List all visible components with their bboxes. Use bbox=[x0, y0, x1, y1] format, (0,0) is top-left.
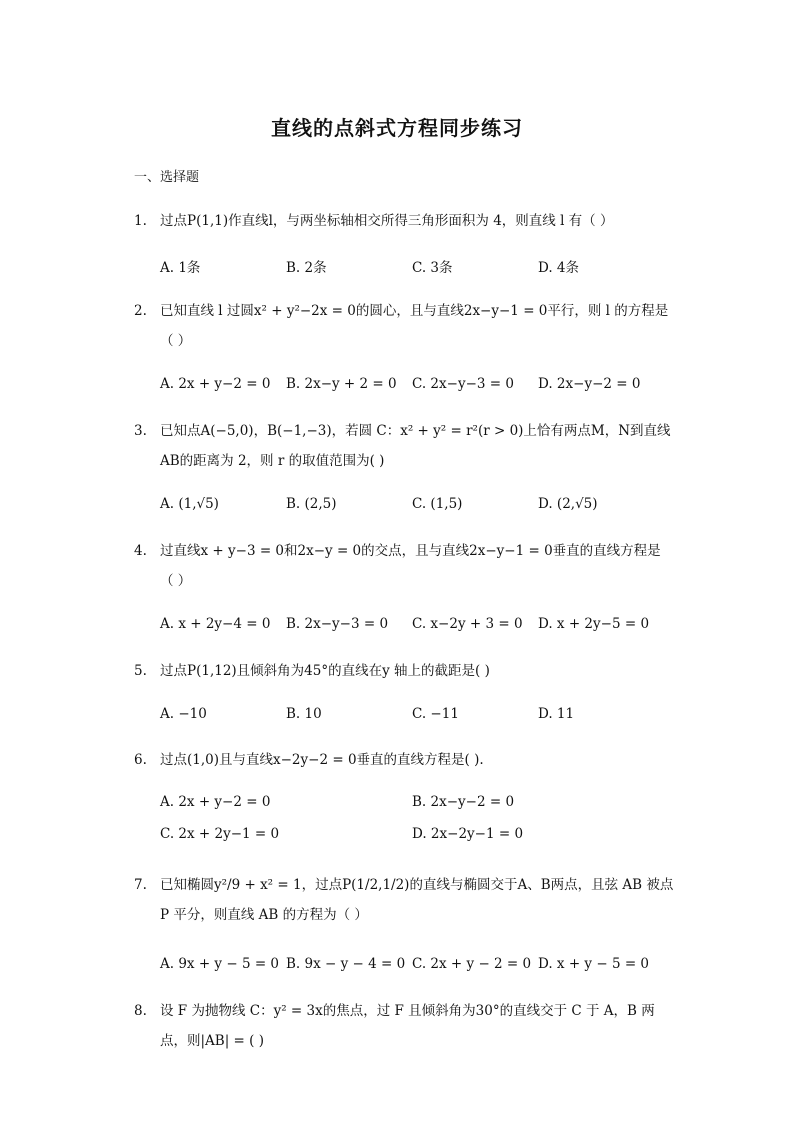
option-c: C. 3条 bbox=[412, 260, 453, 276]
question-4 bbox=[134, 536, 674, 596]
option-a: A. (1,√5) bbox=[160, 496, 219, 512]
option-d: D. 2x−2y−1 = 0 bbox=[412, 826, 524, 842]
question-number: 3. bbox=[134, 423, 147, 439]
question-stem: 过点(1,0)且与直线x−2y−2 = 0垂直的直线方程是( ). bbox=[160, 752, 484, 768]
question-2 bbox=[134, 296, 674, 356]
option-b: B. 2x−y−3 = 0 bbox=[286, 616, 389, 632]
option-c: C. −11 bbox=[412, 706, 459, 722]
question-number: 1. bbox=[134, 213, 147, 229]
question-stem: 过直线x + y−3 = 0和2x−y = 0的交点，且与直线2x−y−1 = 0垂直的直线方程是（ ） bbox=[160, 543, 661, 589]
question-number: 8. bbox=[134, 1003, 147, 1019]
document-title: 直线的点斜式方程同步练习 bbox=[271, 116, 523, 140]
question-1 bbox=[134, 206, 674, 236]
question-number: 4. bbox=[134, 543, 147, 559]
question-6 bbox=[134, 745, 674, 775]
option-b: B. 9x − y − 4 = 0 bbox=[286, 956, 406, 972]
options-3 bbox=[160, 496, 680, 518]
option-d: D. 11 bbox=[538, 706, 575, 722]
option-c: C. 2x + 2y−1 = 0 bbox=[160, 826, 280, 842]
question-stem: 过点P(1,1)作直线l，与两坐标轴相交所得三角形面积为 4，则直线 l 有（ ） bbox=[160, 213, 614, 229]
option-a: A. 1条 bbox=[160, 260, 201, 276]
options-1 bbox=[160, 256, 680, 278]
option-a: A. 9x + y − 5 = 0 bbox=[160, 956, 280, 972]
question-number: 2. bbox=[134, 303, 147, 319]
options-2 bbox=[160, 376, 680, 398]
question-number: 6. bbox=[134, 752, 147, 768]
question-5 bbox=[134, 656, 674, 686]
options-6-row-2 bbox=[160, 826, 680, 848]
question-8 bbox=[134, 996, 674, 1056]
option-a: A. 2x + y−2 = 0 bbox=[160, 376, 271, 392]
options-7 bbox=[160, 956, 680, 978]
option-d: D. (2,√5) bbox=[538, 496, 598, 512]
option-b: B. 2x−y−2 = 0 bbox=[412, 794, 515, 810]
option-c: C. 2x + y − 2 = 0 bbox=[412, 956, 532, 972]
option-a: A. x + 2y−4 = 0 bbox=[160, 616, 271, 632]
option-b: B. (2,5) bbox=[286, 496, 337, 512]
option-c: C. x−2y + 3 = 0 bbox=[412, 616, 523, 632]
question-stem: 设 F 为抛物线 C：y² = 3x的焦点，过 F 且倾斜角为30°的直线交于 C 于 A，B 两点，则|AB| = ( ) bbox=[160, 1003, 655, 1049]
question-3 bbox=[134, 416, 674, 476]
question-number: 5. bbox=[134, 663, 147, 679]
option-a: A. −10 bbox=[160, 706, 207, 722]
option-d: D. 4条 bbox=[538, 260, 580, 276]
question-stem: 过点P(1,12)且倾斜角为45°的直线在y 轴上的截距是( ) bbox=[160, 663, 490, 679]
question-stem: 已知直线 l 过圆x² + y²−2x = 0的圆心，且与直线2x−y−1 = 0平行，则 l 的方程是（ ） bbox=[160, 303, 669, 349]
question-number: 7. bbox=[134, 877, 147, 893]
option-c: C. (1,5) bbox=[412, 496, 463, 512]
option-d: D. 2x−y−2 = 0 bbox=[538, 376, 641, 392]
question-7 bbox=[134, 870, 674, 930]
option-b: B. 2条 bbox=[286, 260, 327, 276]
option-d: D. x + y − 5 = 0 bbox=[538, 956, 650, 972]
option-c: C. 2x−y−3 = 0 bbox=[412, 376, 514, 392]
options-5 bbox=[160, 706, 680, 728]
option-a: A. 2x + y−2 = 0 bbox=[160, 794, 271, 810]
options-6 bbox=[160, 794, 680, 816]
options-4 bbox=[160, 616, 680, 638]
question-stem: 已知点A(−5,0)，B(−1,−3)，若圆 C：x² + y² = r²(r > 0)上恰有两点M，N到直线AB的距离为 2，则 r 的取值范围为( ) bbox=[160, 423, 671, 469]
question-stem: 已知椭圆y²/9 + x² = 1，过点P(1/2,1/2)的直线与椭圆交于A、B两点，且弦 AB 被点 P 平分，则直线 AB 的方程为（ ） bbox=[160, 877, 674, 923]
option-d: D. x + 2y−5 = 0 bbox=[538, 616, 650, 632]
option-b: B. 2x−y + 2 = 0 bbox=[286, 376, 397, 392]
section-heading: 一、选择题 bbox=[134, 170, 200, 185]
option-b: B. 10 bbox=[286, 706, 322, 722]
